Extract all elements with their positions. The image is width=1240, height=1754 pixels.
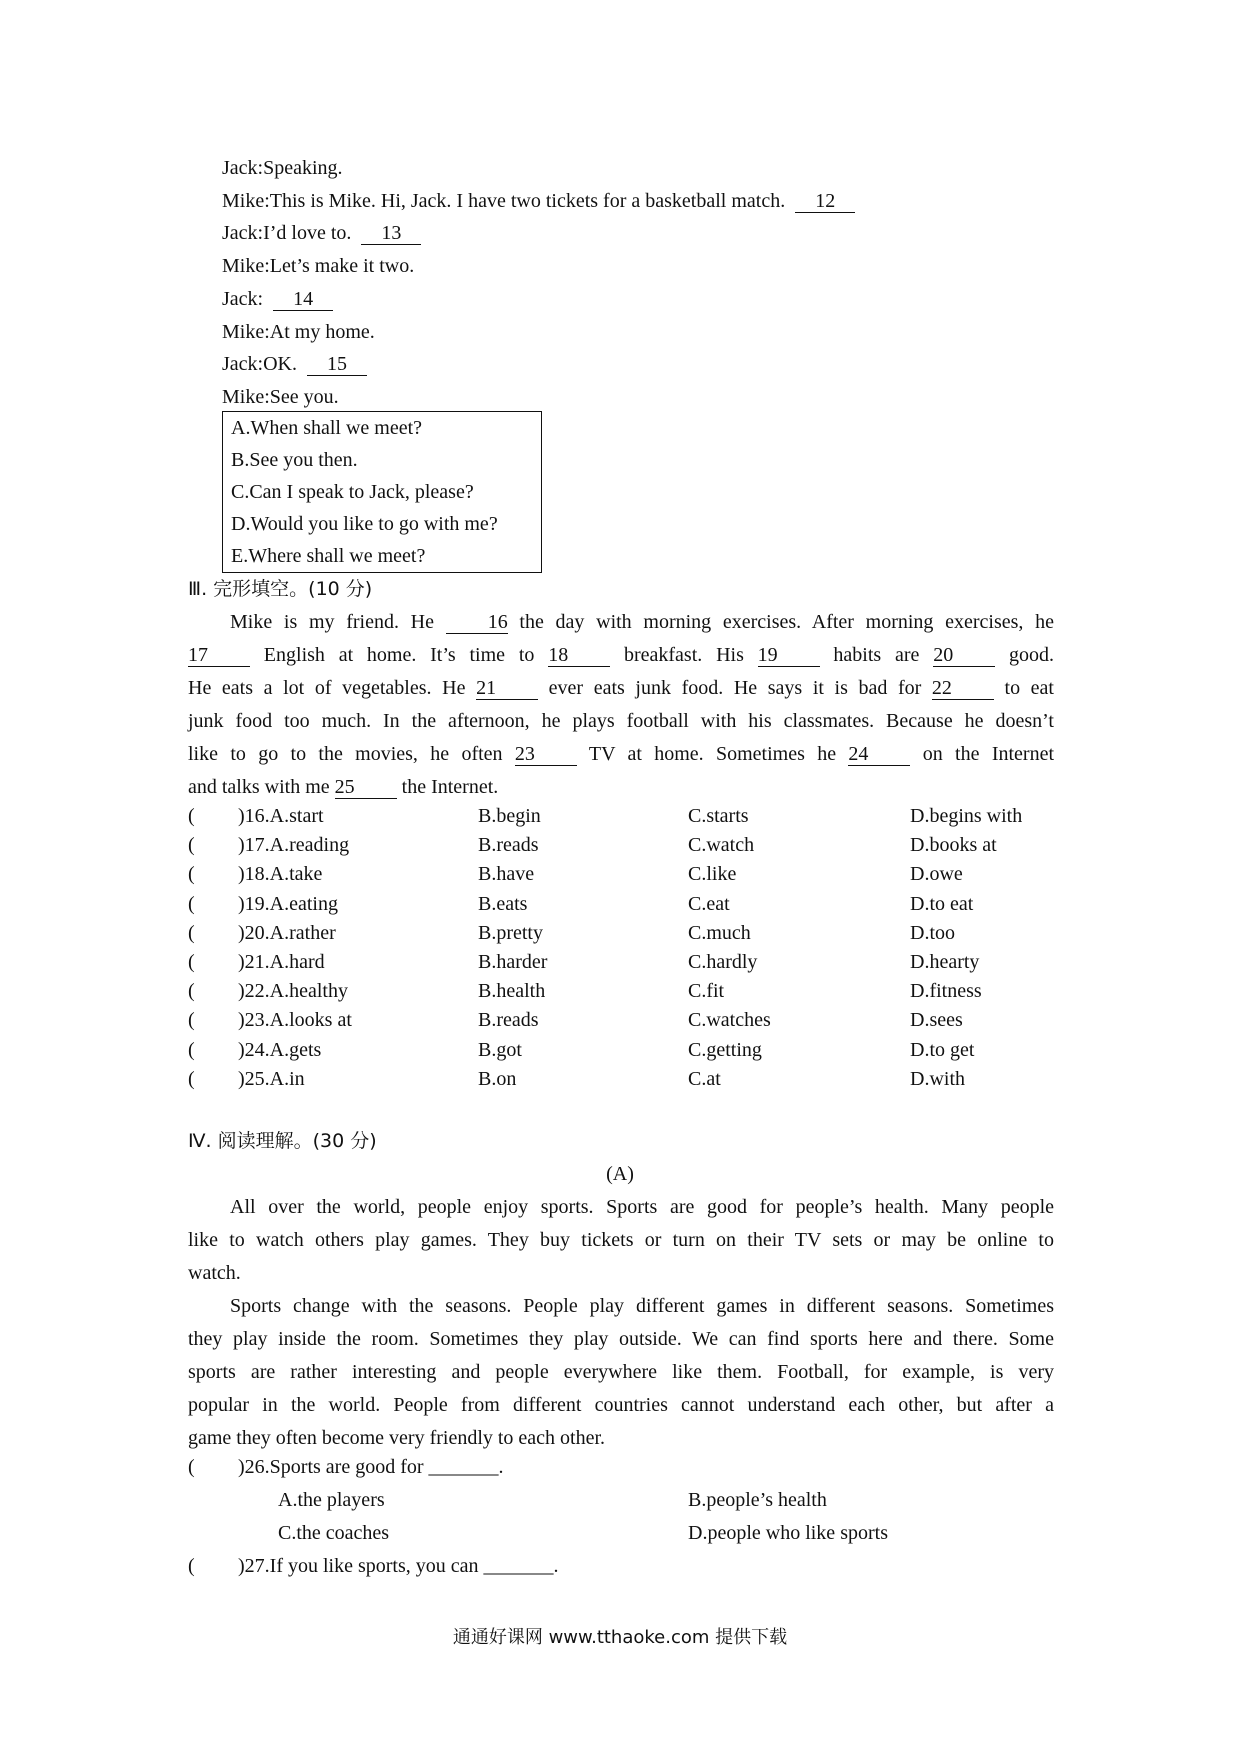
option-c[interactable]: C.eat xyxy=(688,892,730,915)
passage-text: on the Internet xyxy=(910,743,1055,765)
dialogue-line xyxy=(222,189,855,213)
section-4-heading: Ⅳ. 阅读理解。(30 分) xyxy=(188,1130,377,1152)
passage-text: Mike is my friend. He xyxy=(230,611,446,633)
passage-text: junk food too much. In the afternoon, he plays football with his classmates. Because he doesn’t xyxy=(188,710,1054,732)
options-box xyxy=(222,411,542,573)
option-c[interactable]: C.watches xyxy=(688,1009,771,1032)
passage-text: TV at home. Sometimes he xyxy=(576,743,849,765)
passage-line xyxy=(188,738,1054,771)
passage-line xyxy=(188,771,1054,804)
passage-text: ever eats junk food. He says it is bad for xyxy=(538,677,932,699)
answer-paren[interactable]: ( xyxy=(188,1038,195,1061)
option-c[interactable]: C.fit xyxy=(688,980,725,1003)
option-a: A.When shall we meet? xyxy=(231,417,423,439)
question-row xyxy=(188,831,1068,859)
passage-text: and talks with me xyxy=(188,776,335,798)
option-a[interactable]: )20.A.rather xyxy=(238,921,336,944)
option-a[interactable]: )17.A.reading xyxy=(238,834,350,857)
option-b[interactable]: B.pretty xyxy=(478,921,543,944)
question-row xyxy=(188,1036,1068,1064)
passage-line xyxy=(188,672,1054,705)
answer-paren[interactable]: ( xyxy=(188,892,195,915)
option-a[interactable]: )18.A.take xyxy=(238,863,323,886)
question-row xyxy=(188,802,1068,830)
answer-paren[interactable]: ( xyxy=(188,1009,195,1032)
dialogue-line xyxy=(222,287,333,311)
question-stem: )26.Sports are good for _______. xyxy=(238,1456,504,1478)
option-d[interactable]: D.with xyxy=(910,1067,965,1090)
option-b[interactable]: B.on xyxy=(478,1067,517,1090)
paragraph-line: like to watch others play games. They buy tickets or turn on their TV sets or may be online to xyxy=(188,1229,1054,1251)
answer-paren[interactable]: ( xyxy=(188,1555,195,1577)
option-b[interactable]: B.reads xyxy=(478,1009,539,1032)
paragraph-line: All over the world, people enjoy sports. Sports are good for people’s health. Many people xyxy=(230,1196,1054,1218)
cloze-blank[interactable]: 23 xyxy=(515,743,577,766)
option-b[interactable]: B.eats xyxy=(478,892,528,915)
dialogue-line xyxy=(222,156,343,180)
dialogue-blank[interactable]: 12 xyxy=(795,190,855,213)
paragraph-line: they play inside the room. Sometimes they play outside. We can find sports here and there. Some xyxy=(188,1328,1054,1350)
q26-option-c[interactable]: C.the coaches xyxy=(278,1522,390,1544)
option-a[interactable]: )21.A.hard xyxy=(238,951,325,973)
question-row xyxy=(188,860,1068,888)
option-d[interactable]: D.owe xyxy=(910,863,963,886)
option-d[interactable]: D.too xyxy=(910,921,955,944)
section-3-heading: Ⅲ. 完形填空。(10 分) xyxy=(188,578,373,600)
cloze-blank[interactable]: 18 xyxy=(548,644,610,667)
option-c: C.Can I speak to Jack, please? xyxy=(231,481,474,503)
option-e: E.Where shall we meet? xyxy=(231,545,426,567)
option-c[interactable]: C.starts xyxy=(688,805,749,827)
option-d: D.Would you like to go with me? xyxy=(231,513,498,535)
option-d[interactable]: D.fitness xyxy=(910,980,982,1003)
paragraph-line: sports are rather interesting and people everywhere like them. Football, for example, is very xyxy=(188,1361,1054,1383)
answer-paren[interactable]: ( xyxy=(188,1067,195,1090)
option-c[interactable]: C.at xyxy=(688,1067,721,1090)
question-row xyxy=(188,1006,1068,1034)
dialogue-blank[interactable]: 13 xyxy=(361,222,421,245)
option-d[interactable]: D.begins with xyxy=(910,805,1023,827)
option-d[interactable]: D.to get xyxy=(910,1038,975,1061)
dialogue-line xyxy=(222,352,367,376)
option-d[interactable]: D.hearty xyxy=(910,951,980,973)
cloze-blank[interactable]: 20 xyxy=(933,644,995,667)
cloze-blank[interactable]: 17 xyxy=(188,644,250,667)
answer-paren[interactable]: ( xyxy=(188,951,195,973)
option-b[interactable]: B.begin xyxy=(478,805,541,827)
dialogue-text: Mike:Let’s make it two. xyxy=(222,255,415,278)
dialogue-line xyxy=(222,221,421,245)
answer-paren[interactable]: ( xyxy=(188,921,195,944)
dialogue-blank[interactable]: 15 xyxy=(307,353,367,376)
option-b[interactable]: B.got xyxy=(478,1038,522,1061)
passage-text: to eat xyxy=(993,677,1054,699)
dialogue-text: Jack: xyxy=(222,287,264,310)
passage-a-label: (A) xyxy=(606,1163,634,1185)
answer-paren[interactable]: ( xyxy=(188,834,195,857)
paragraph-line: game they often become very friendly to each other. xyxy=(188,1427,606,1449)
reading-paragraph-1 xyxy=(188,1191,1054,1290)
dialogue-line xyxy=(222,320,375,344)
option-a[interactable]: )19.A.eating xyxy=(238,892,338,915)
option-c[interactable]: C.hardly xyxy=(688,951,758,973)
cloze-blank[interactable]: 25 xyxy=(335,776,397,799)
option-c[interactable]: C.like xyxy=(688,863,737,886)
answer-paren[interactable]: ( xyxy=(188,805,195,827)
passage-line xyxy=(188,639,1054,672)
passage-text: habits are xyxy=(819,644,934,666)
footer-watermark: 通通好课网 www.tthaoke.com 提供下载 xyxy=(452,1627,788,1648)
q26-option-a[interactable]: A.the players xyxy=(278,1489,385,1511)
passage-text: breakfast. His xyxy=(610,644,758,666)
passage-text: English at home. It’s time to xyxy=(250,644,549,666)
dialogue-text: Mike:This is Mike. Hi, Jack. I have two tickets for a basketball match. xyxy=(222,189,786,212)
option-b[interactable]: B.harder xyxy=(478,951,548,973)
option-c[interactable]: C.getting xyxy=(688,1038,762,1061)
answer-paren[interactable]: ( xyxy=(188,980,195,1003)
cloze-blank[interactable]: 19 xyxy=(758,644,820,667)
option-d[interactable]: D.sees xyxy=(910,1009,963,1032)
option-c[interactable]: C.much xyxy=(688,921,751,944)
cloze-blank[interactable]: 16 xyxy=(446,611,508,634)
option-a[interactable]: )16.A.start xyxy=(238,805,324,827)
question-stem: )27.If you like sports, you can _______. xyxy=(238,1555,559,1577)
dialogue-line xyxy=(222,254,414,278)
dialogue-line xyxy=(222,385,339,409)
passage-text: like to go to the movies, he often xyxy=(188,743,515,765)
answer-paren[interactable]: ( xyxy=(188,1456,195,1478)
option-a[interactable]: )24.A.gets xyxy=(238,1038,322,1061)
passage-line xyxy=(188,705,1054,738)
cloze-blank[interactable]: 21 xyxy=(476,677,538,700)
option-b[interactable]: B.health xyxy=(478,980,546,1003)
question-26 xyxy=(188,1453,1068,1481)
option-c[interactable]: C.watch xyxy=(688,834,755,857)
dialogue-blank[interactable]: 14 xyxy=(273,288,333,311)
dialogue-text: Mike:See you. xyxy=(222,385,339,408)
q26-option-b[interactable]: B.people’s health xyxy=(688,1489,827,1511)
passage-line xyxy=(188,606,1054,639)
paragraph-line: Sports change with the seasons. People play different games in different seasons. Sometimes xyxy=(230,1295,1054,1317)
dialogue-text: Jack:I’d love to. xyxy=(222,222,352,245)
question-row xyxy=(188,1065,1068,1093)
option-a[interactable]: )22.A.healthy xyxy=(238,980,348,1003)
dialogue-text: Jack:OK. xyxy=(222,353,297,376)
cloze-blank[interactable]: 24 xyxy=(848,743,910,766)
question-row xyxy=(188,890,1068,918)
question-row xyxy=(188,919,1068,947)
option-a[interactable]: )23.A.looks at xyxy=(238,1009,352,1032)
passage-text: good. xyxy=(995,644,1055,666)
option-b[interactable]: B.have xyxy=(478,863,535,886)
dialogue-text: Mike:At my home. xyxy=(222,320,375,343)
dialogue-text: Jack:Speaking. xyxy=(222,157,343,179)
option-d[interactable]: D.books at xyxy=(910,834,997,857)
option-b[interactable]: B.reads xyxy=(478,834,539,857)
reading-paragraph-2 xyxy=(188,1290,1054,1455)
passage-text: the Internet. xyxy=(396,776,499,798)
question-27 xyxy=(188,1552,1068,1580)
cloze-passage xyxy=(188,606,1054,804)
passage-text: He eats a lot of vegetables. He xyxy=(188,677,477,699)
option-d[interactable]: D.to eat xyxy=(910,892,974,915)
question-row xyxy=(188,977,1068,1005)
option-a[interactable]: )25.A.in xyxy=(238,1067,305,1090)
question-row xyxy=(188,948,1068,976)
paragraph-line: popular in the world. People from different countries cannot understand each other, but after a xyxy=(188,1394,1054,1416)
cloze-blank[interactable]: 22 xyxy=(932,677,994,700)
option-b: B.See you then. xyxy=(231,449,358,471)
passage-text: the day with morning exercises. After morning exercises, he xyxy=(507,611,1054,633)
paragraph-line: watch. xyxy=(188,1262,241,1284)
q26-option-d[interactable]: D.people who like sports xyxy=(688,1522,888,1544)
answer-paren[interactable]: ( xyxy=(188,863,195,886)
